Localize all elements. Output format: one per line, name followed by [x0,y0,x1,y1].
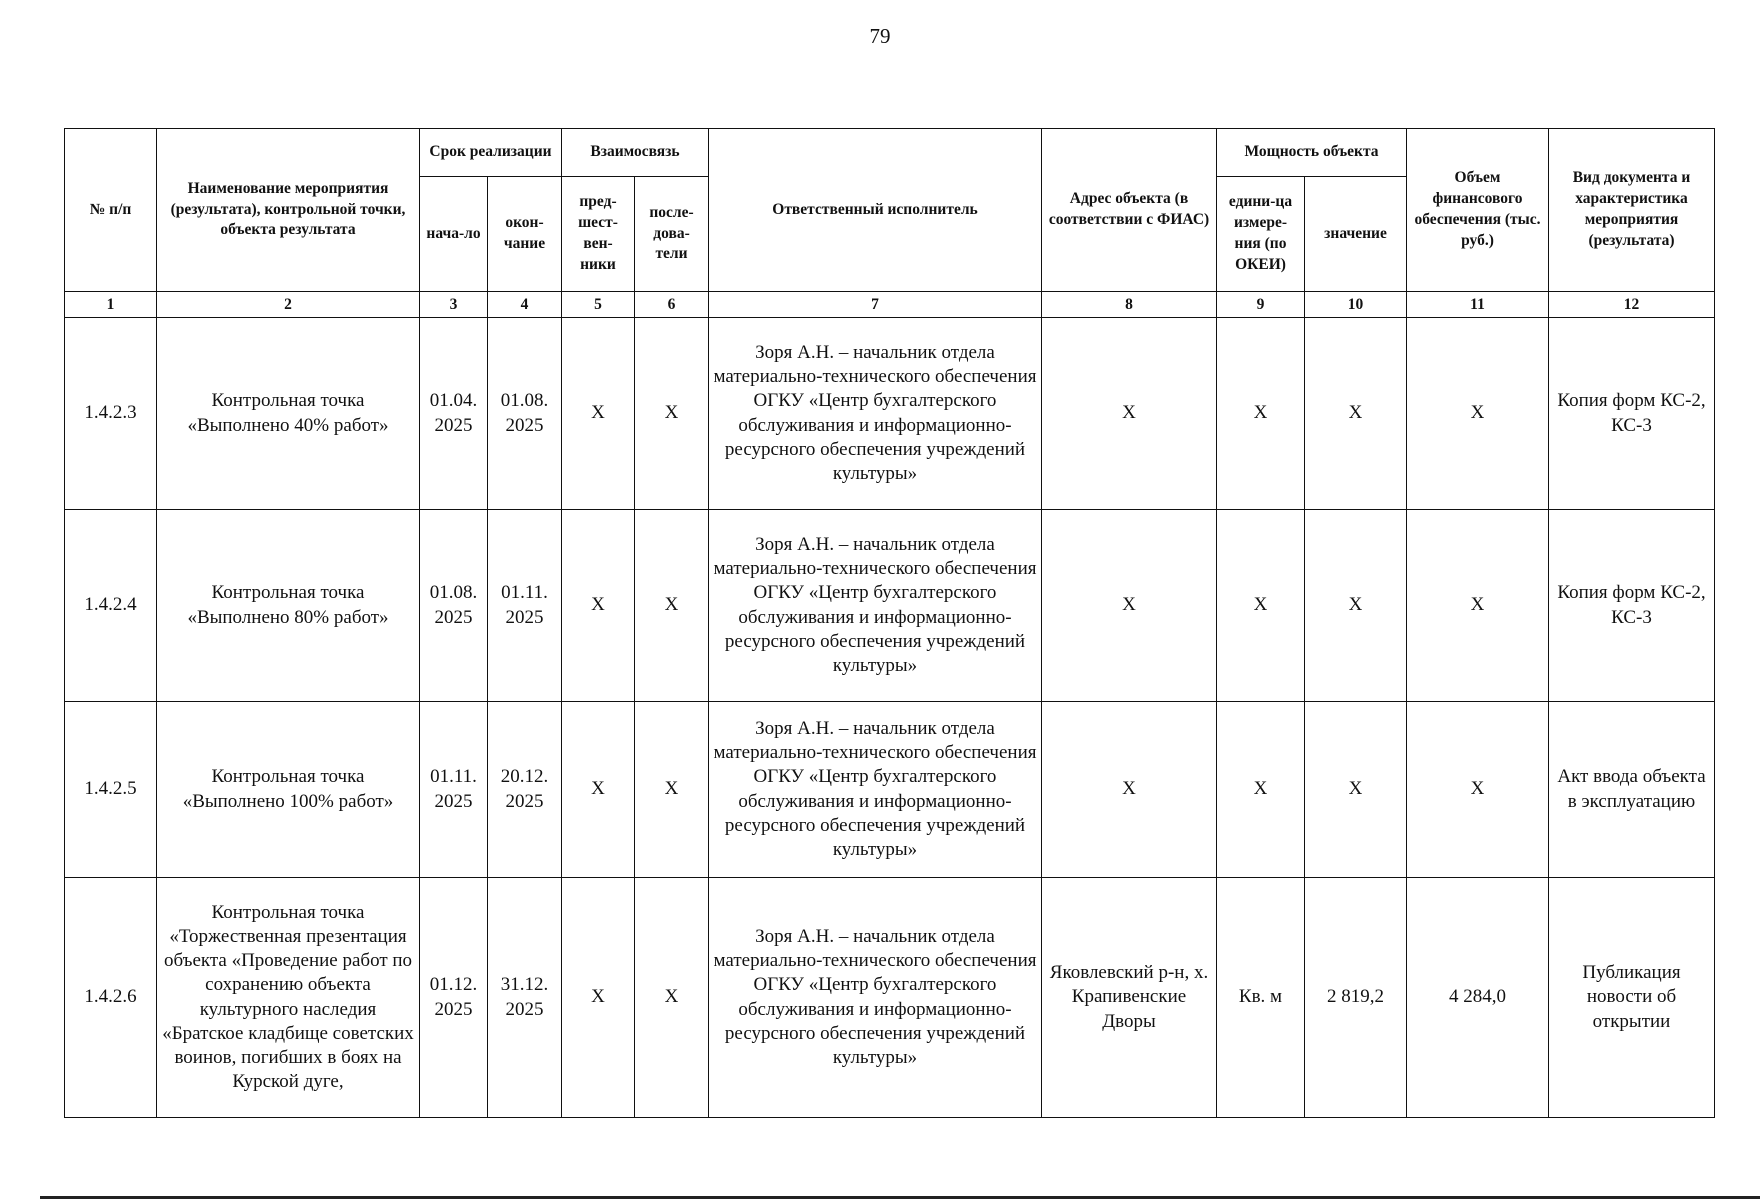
finance-volume: Х [1407,510,1549,702]
end-date: 31.12. 2025 [488,878,562,1118]
row-number: 1.4.2.4 [65,510,157,702]
header-pred: пред-шест-вен-ники [562,177,635,292]
successors: Х [635,702,709,878]
header-no: № п/п [65,129,157,292]
column-number: 3 [420,292,488,318]
column-number: 5 [562,292,635,318]
header-finance: Объем финансового обеспечения (тыс. руб.) [1407,129,1549,292]
column-number: 12 [1549,292,1715,318]
document-type: Акт ввода объекта в эксплуатацию [1549,702,1715,878]
header-value: значение [1305,177,1407,292]
finance-volume: 4 284,0 [1407,878,1549,1118]
responsible-executor: Зоря А.Н. – начальник отдела материально-технического обеспечения ОГКУ «Центр бухгалтерского обслуживания и информационно-ресурсного обеспечения учреждений культуры» [709,702,1042,878]
events-table [64,128,1715,1118]
event-name: Контрольная точка «Выполнено 100% работ» [157,702,420,878]
end-date: 20.12. 2025 [488,702,562,878]
row-number: 1.4.2.3 [65,318,157,510]
unit: Х [1217,318,1305,510]
page-number: 79 [869,24,891,48]
column-number: 2 [157,292,420,318]
capacity-value: Х [1305,510,1407,702]
start-date: 01.04. 2025 [420,318,488,510]
table-row [65,318,1715,510]
start-date: 01.08. 2025 [420,510,488,702]
object-address: Яковлевский р-н, х. Крапивенские Дворы [1042,878,1217,1118]
unit: Кв. м [1217,878,1305,1118]
start-date: 01.11. 2025 [420,702,488,878]
document-type: Публикация новости об открытии [1549,878,1715,1118]
end-date: 01.11. 2025 [488,510,562,702]
event-name: Контрольная точка «Выполнено 40% работ» [157,318,420,510]
document-type: Копия форм КС-2, КС-3 [1549,510,1715,702]
capacity-value: 2 819,2 [1305,878,1407,1118]
responsible-executor: Зоря А.Н. – начальник отдела материально-технического обеспечения ОГКУ «Центр бухгалтерского обслуживания и информационно-ресурсного обеспечения учреждений культуры» [709,318,1042,510]
column-number: 8 [1042,292,1217,318]
capacity-value: Х [1305,318,1407,510]
header-link: Взаимосвязь [562,129,709,177]
column-number: 11 [1407,292,1549,318]
table-row [65,510,1715,702]
event-name: Контрольная точка «Торжественная презентация объекта «Проведение работ по сохранению объекта культурного наследия «Братское кладбище советских воинов, погибших в боях на Курской дуге, [157,878,420,1118]
header-srok: Срок реализации [420,129,562,177]
predecessors: Х [562,510,635,702]
header-capacity: Мощность объекта [1217,129,1407,177]
successors: Х [635,318,709,510]
header-start: нача-ло [420,177,488,292]
header-next: после-дова-тели [635,177,709,292]
object-address: Х [1042,318,1217,510]
header-doc: Вид документа и характеристика мероприятия (результата) [1549,129,1715,292]
unit: Х [1217,702,1305,878]
unit: Х [1217,510,1305,702]
column-number: 6 [635,292,709,318]
object-address: Х [1042,510,1217,702]
column-number: 1 [65,292,157,318]
predecessors: Х [562,318,635,510]
responsible-executor: Зоря А.Н. – начальник отдела материально-технического обеспечения ОГКУ «Центр бухгалтерского обслуживания и информационно-ресурсного обеспечения учреждений культуры» [709,510,1042,702]
end-date: 01.08. 2025 [488,318,562,510]
successors: Х [635,878,709,1118]
start-date: 01.12. 2025 [420,878,488,1118]
finance-volume: Х [1407,702,1549,878]
column-number: 10 [1305,292,1407,318]
document-type: Копия форм КС-2, КС-3 [1549,318,1715,510]
page-bottom-divider [40,1196,1760,1199]
column-number: 7 [709,292,1042,318]
table-row [65,702,1715,878]
header-exec: Ответственный исполнитель [709,129,1042,292]
responsible-executor: Зоря А.Н. – начальник отдела материально-технического обеспечения ОГКУ «Центр бухгалтерского обслуживания и информационно-ресурсного обеспечения учреждений культуры» [709,878,1042,1118]
header-unit: едини-ца измере-ния (по ОКЕИ) [1217,177,1305,292]
header-address: Адрес объекта (в соответствии с ФИАС) [1042,129,1217,292]
table-row [65,878,1715,1118]
header-name: Наименование мероприятия (результата), контрольной точки, объекта результата [157,129,420,292]
column-number: 9 [1217,292,1305,318]
header-end: окон-чание [488,177,562,292]
row-number: 1.4.2.5 [65,702,157,878]
finance-volume: Х [1407,318,1549,510]
successors: Х [635,510,709,702]
column-numbers-row [65,292,1715,318]
predecessors: Х [562,878,635,1118]
column-number: 4 [488,292,562,318]
event-name: Контрольная точка «Выполнено 80% работ» [157,510,420,702]
object-address: Х [1042,702,1217,878]
predecessors: Х [562,702,635,878]
row-number: 1.4.2.6 [65,878,157,1118]
capacity-value: Х [1305,702,1407,878]
